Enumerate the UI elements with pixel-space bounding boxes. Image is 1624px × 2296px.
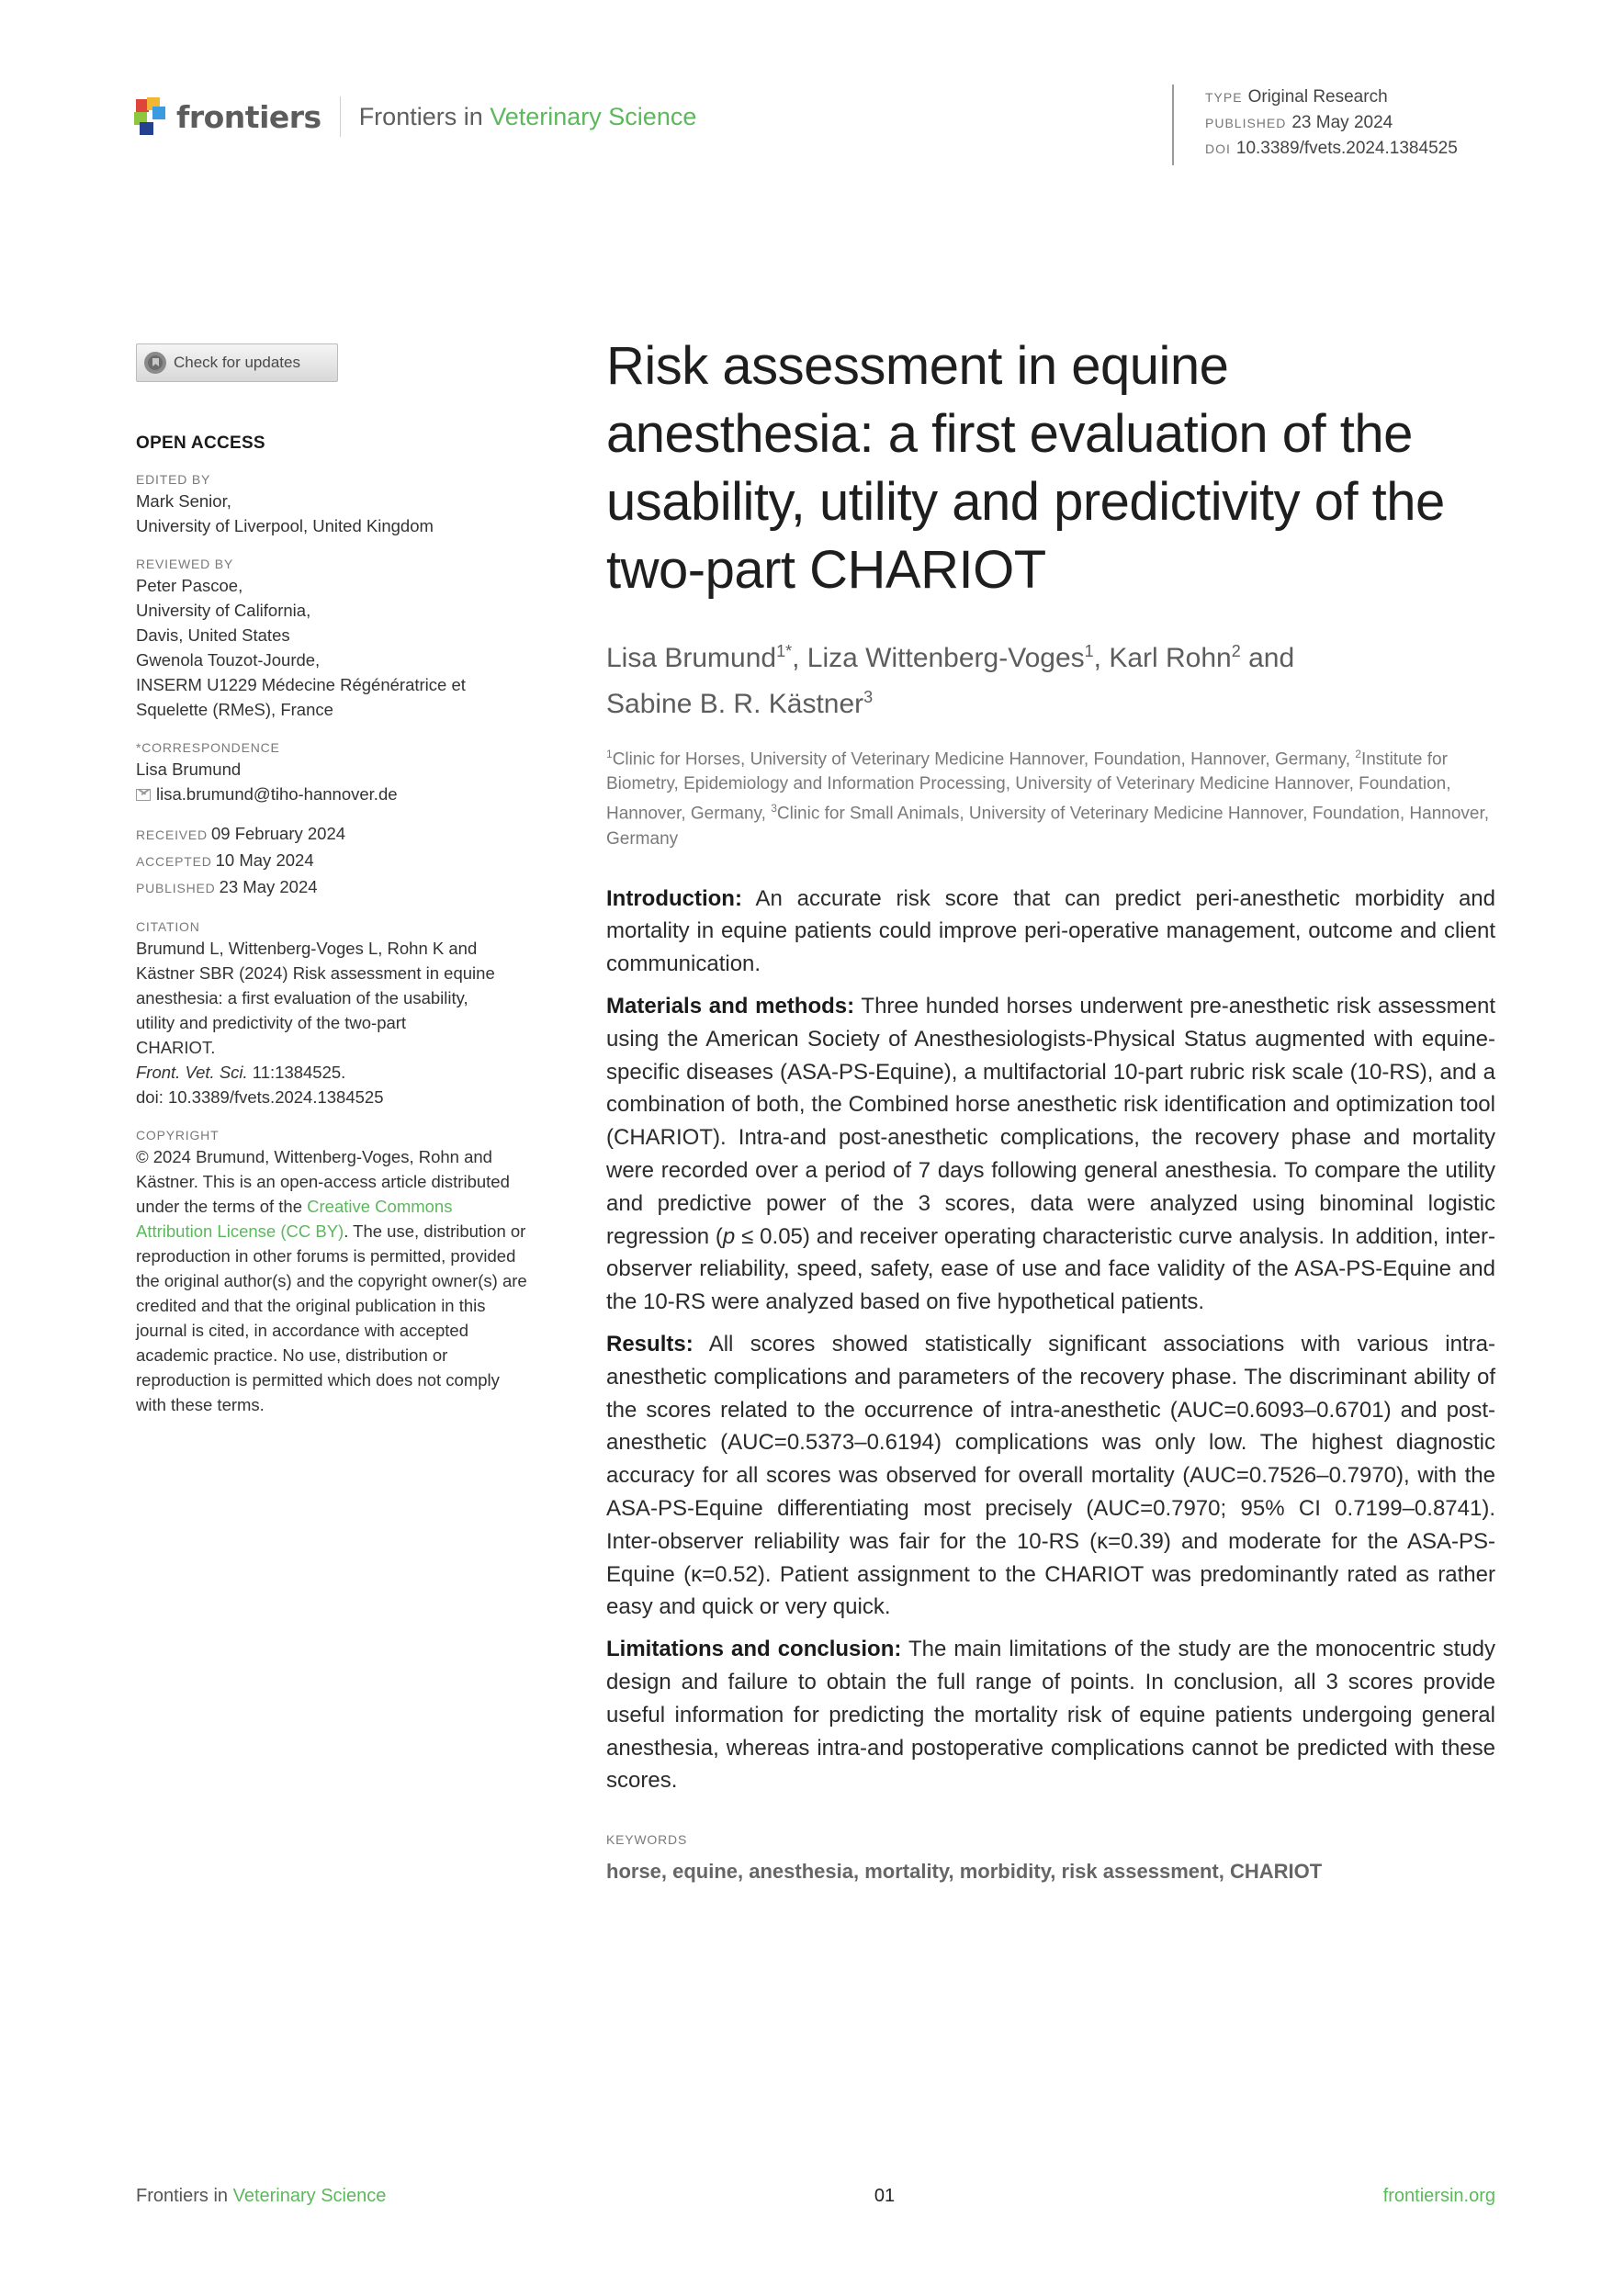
- citation-doi[interactable]: doi: 10.3389/fvets.2024.1384525: [136, 1087, 384, 1107]
- abstract-introduction: Introduction: An accurate risk score that can predict peri-anesthetic morbidity and mortality in equine patients could improve peri-operative management, outcome and client communication.: [606, 885, 1495, 977]
- journal-name: Frontiers in Veterinary Science: [358, 102, 697, 130]
- frontiers-logo-icon: [134, 97, 169, 136]
- page-number: 01: [874, 2186, 896, 2206]
- open-access-label: OPEN ACCESS: [136, 433, 265, 453]
- received-date: RECEIVED 09 February 2024: [136, 824, 346, 843]
- footer-site-link[interactable]: frontiersin.org: [1382, 2186, 1495, 2206]
- abstract-limitations: Limitations and conclusion: The main limitations of the study are the monocentric study design and failure to obtain the full range of points. In conclusion, all 3 scores provide useful information for predicting the mortality risk of equine patients undergoing general anesthesia, whereas intra-and postoperative complications cannot be predicted with these scores.: [606, 1637, 1495, 1794]
- author[interactable]: Liza Wittenberg-Voges$^1$: [806, 642, 1094, 673]
- main-column: [606, 332, 1495, 1884]
- copyright-label: COPYRIGHT: [136, 1128, 220, 1142]
- envelope-icon: [136, 789, 151, 801]
- keywords-label: KEYWORDS: [606, 1832, 688, 1848]
- citation-label: CITATION: [136, 919, 200, 934]
- page-footer: [136, 2186, 1495, 2207]
- citation: Brumund L, Wittenberg-Voges L, Rohn K and Kästner SBR (2024) Risk assessment in equine anesthesia: a first evaluation of the usability, utility and predictivity of the two-part CHARIOT. Front. Vet. Sci. 11:1384525. doi: 10.3389/fvets.2024.1384525: [136, 936, 540, 1109]
- email-link[interactable]: lisa.brumund@tiho-hannover.de: [136, 782, 540, 806]
- affiliations: $^1$Clinic for Horses, University of Veterinary Medicine Hannover, Foundation, Hannover, Germany, $^2$Institute for Biometry, Epidemiology and Information Processing, University of Veterinary Medicine Hannover, Foundation, Hannover, Germany, $^3$Clinic for Small Animals, University of Veterinary Medicine Hannover, Foundation, Hannover, Germany: [606, 748, 1490, 849]
- author[interactable]: Karl Rohn$^2$: [1109, 642, 1241, 673]
- doi[interactable]: DOI 10.3389/fvets.2024.1384525: [1205, 139, 1458, 158]
- article-meta: [1172, 84, 1458, 165]
- frontiers-logo[interactable]: [134, 96, 696, 137]
- published-date: PUBLISHED 23 May 2024: [1205, 113, 1393, 132]
- correspondence-label: *CORRESPONDENCE: [136, 740, 280, 755]
- keywords: horse, equine, anesthesia, mortality, morbidity, risk assessment, CHARIOT: [606, 1860, 1323, 1884]
- dates: [136, 821, 540, 901]
- edited-by-label: EDITED BY: [136, 472, 211, 487]
- author[interactable]: Sabine B. R. Kästner$^3$: [606, 688, 874, 719]
- abstract-methods: Materials and methods: Three hunded horses underwent pre-anesthetic risk assessment using the American Society of Anesthesiologists-Physical Status augmented with equine-specific diseases (ASA-PS-Equine), a multifactorial 10-part rubric risk scale (10-RS), and a combination of both, the Combined horse anesthetic risk identification and optimization tool (CHARIOT). Intra-and post-anesthetic complications, the recovery phase and mortality were recorded over a period of 7 days following general anesthesia. To compare the utility and predictive power of the 3 scores, data were analyzed using binominal logistic regression (p ≤ 0.05) and receiver operating characteristic curve analysis. In addition, inter-observer reliability, speed, safety, ease of use and face validity of the ASA-PS-Equine and the 10-RS were analyzed based on five hypothetical patients.: [606, 994, 1496, 1315]
- abstract-results: Results: All scores showed statistically significant associations with various intra-anesthetic complications and parameters of the recovery phase. The discriminant ability of the scores related to the occurrence of intra-anesthetic (AUC=0.6093–0.6701) and post-anesthetic (AUC=0.5373–0.6194) complications was only low. The highest diagnostic accuracy for all scores was observed for overall mortality (AUC=0.7526–0.7970), with the ASA-PS-Equine differentiating most precisely (AUC=0.7970; 95% CI 0.7199–0.8741). Inter-observer reliability was fair for the 10-RS (κ=0.39) and moderate for the ASA-PS-Equine (κ=0.52). Patient assignment to the CHARIOT was predominantly rated as rather easy and quick or very quick.: [606, 1332, 1495, 1620]
- footer-journal[interactable]: Frontiers in Veterinary Science: [136, 2186, 387, 2206]
- copyright-text: © 2024 Brumund, Wittenberg-Voges, Rohn and Kästner. This is an open-access article distributed under the terms of the Creative Commons Attribution License (CC BY). The use, distribution or reproduction in other forums is permitted, provided the original author(s) and the copyright owner(s) are credited and that the original publication in this journal is cited, in accordance with accepted academic practice. No use, distribution or reproduction is permitted which does not comply with these terms.: [136, 1147, 527, 1414]
- published-date-sidebar: PUBLISHED 23 May 2024: [136, 877, 318, 896]
- accepted-date: ACCEPTED 10 May 2024: [136, 850, 314, 870]
- correspondence: Lisa Brumund lisa.brumund@tiho-hannover.de: [136, 757, 540, 806]
- sidebar: [136, 343, 540, 1417]
- reviewers: Peter Pascoe, University of California, Davis, United States Gwenola Touzot-Jourde, INSERM U1229 Médecine Régénératrice et Squelette (RMeS), France: [136, 576, 466, 719]
- header-divider: [340, 96, 341, 137]
- editor: Mark Senior, University of Liverpool, United Kingdom: [136, 491, 434, 535]
- author-list: Lisa Brumund$^{1*}$, Liza Wittenberg-Voges$^1$, Karl Rohn$^2$ and Sabine B. R. Kästner$^3$: [606, 642, 1295, 719]
- article-type: TYPE Original Research: [1205, 87, 1388, 107]
- check-for-updates-button[interactable]: Check for updates: [136, 343, 338, 382]
- author[interactable]: Lisa Brumund$^{1*}$: [606, 642, 793, 673]
- abstract: [606, 883, 1495, 1798]
- reviewed-by-label: REVIEWED BY: [136, 557, 234, 571]
- frontiers-wordmark: frontiers: [176, 98, 321, 135]
- bookmark-icon: [144, 352, 166, 374]
- article-title: Risk assessment in equine anesthesia: a first evaluation of the usability, utility and predictivity of the two-part CHARIOT: [606, 336, 1445, 600]
- cc-by-license-link[interactable]: Creative Commons Attribution License (CC BY): [136, 1197, 453, 1241]
